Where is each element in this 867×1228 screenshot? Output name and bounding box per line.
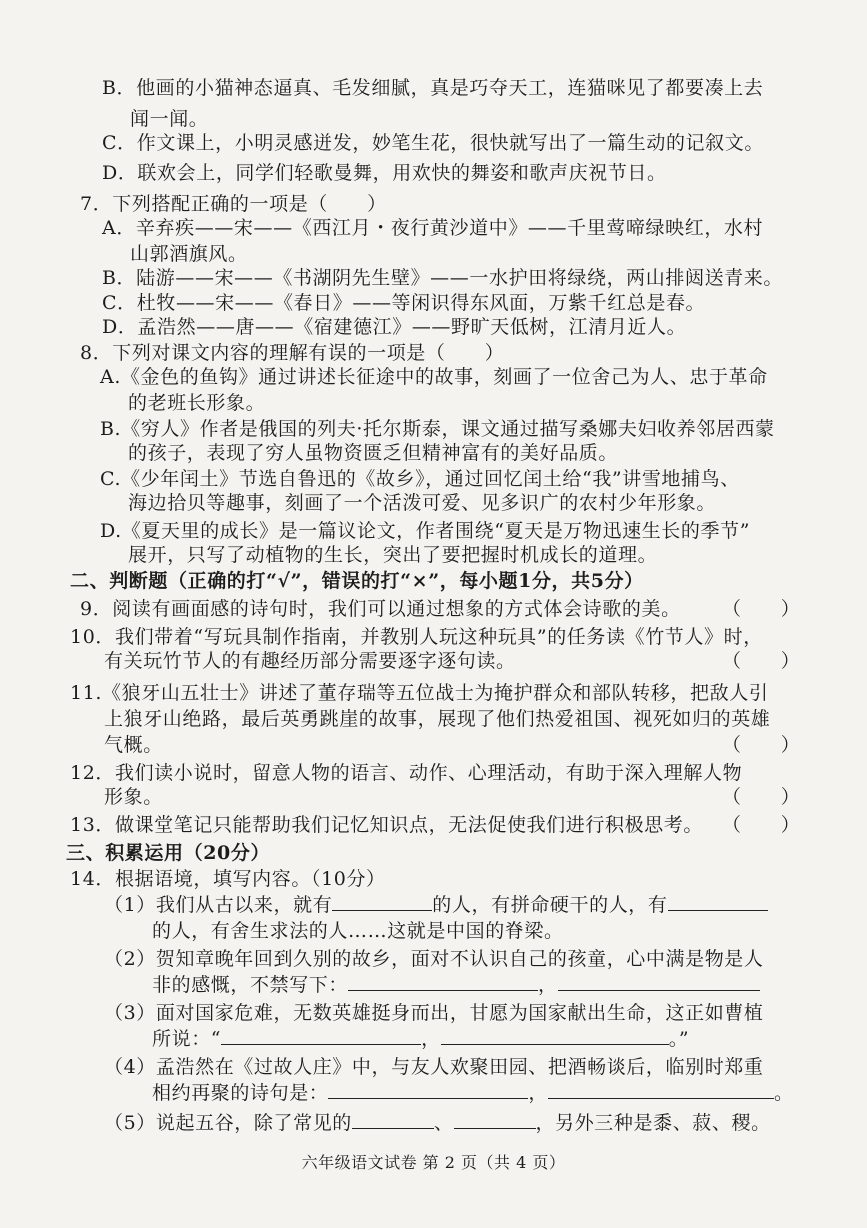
q14-3-end: 。” xyxy=(668,1028,690,1050)
q14-2-line2 xyxy=(152,972,760,998)
q14-2-line1: （2）贺知章晚年回到久别的故乡，面对不认识自己的孩童，心中满是物是人 xyxy=(104,948,764,970)
q14-3-sep: ， xyxy=(421,1028,441,1050)
q14-4-sep: ， xyxy=(528,1082,549,1104)
q14-5-text-a: （5）说起五谷，除了常见的 xyxy=(104,1112,352,1134)
q14-2-text-b: 非的感慨，不禁写下： xyxy=(152,974,349,996)
q14-3-line1: （3）面对国家危难，无数英雄挺身而出，甘愿为国家献出生命，这正如曹植 xyxy=(104,1002,764,1024)
q8-stem: 8．下列对课文内容的理解有误的一项是（ ） xyxy=(80,342,505,364)
q14-5-text-b: ，另外三种是黍、菽、稷。 xyxy=(535,1112,771,1134)
q9-text: 9．阅读有画面感的诗句时，我们可以通过想象的方式体会诗歌的美。 xyxy=(80,598,681,620)
q14-2-blank-2[interactable] xyxy=(558,972,760,991)
q9-answer-paren[interactable]: （ ） xyxy=(722,598,801,620)
q14-5-line xyxy=(104,1110,771,1136)
q14-5-blank-1[interactable] xyxy=(352,1110,434,1129)
q14-5-blank-2[interactable] xyxy=(454,1110,536,1129)
q14-3-blank-1[interactable] xyxy=(221,1026,421,1045)
q8-option-c-line2: 海边拾贝等趣事，刻画了一个活泼可爱、见多识广的农村少年形象。 xyxy=(128,492,717,514)
q14-2-blank-1[interactable] xyxy=(348,972,538,991)
q8-option-a-line2: 的老班长形象。 xyxy=(128,392,266,414)
q14-1-line2: 的人，有舍生求法的人……这就是中国的脊梁。 xyxy=(152,920,564,942)
q11-answer-paren[interactable]: （ ） xyxy=(722,734,801,756)
q14-1-line1 xyxy=(104,892,768,918)
q6-option-c: C．作文课上，小明灵感迸发，妙笔生花，很快就写出了一篇生动的记叙文。 xyxy=(102,132,764,154)
q14-4-text-b: 相约再聚的诗句是： xyxy=(152,1082,329,1104)
q14-3-line2 xyxy=(152,1026,689,1052)
q8-option-b-line2: 的孩子，表现了穷人虽物资匮乏但精神富有的美好品质。 xyxy=(128,442,619,464)
q13-text: 13．做课堂笔记只能帮助我们记忆知识点，无法促使我们进行积极思考。 xyxy=(70,814,703,836)
q7-option-a-line1: A．辛弃疾——宋——《西江月・夜行黄沙道中》——千里莺啼绿映红，水村 xyxy=(102,217,764,239)
q12-text-line1: 12．我们读小说时，留意人物的语言、动作、心理活动，有助于深入理解人物 xyxy=(70,762,743,784)
section2-heading: 二、判断题（正确的打“√”，错误的打“×”，每小题1分，共5分） xyxy=(70,570,644,592)
q10-text-line1: 10．我们带着“写玩具制作指南，并教别人玩这种玩具”的任务读《竹节人》时， xyxy=(70,626,763,648)
q14-3-text-b: 所说：“ xyxy=(152,1028,222,1050)
q11-text-line3: 气概。 xyxy=(104,734,163,756)
q7-option-b: B．陆游——宋——《书湖阴先生壁》——一水护田将绿绕，两山排闼送青来。 xyxy=(102,267,783,289)
q14-4-blank-1[interactable] xyxy=(328,1080,528,1099)
q7-option-d: D．孟浩然——唐——《宿建德江》——野旷天低树，江清月近人。 xyxy=(102,316,687,338)
q8-option-a-line1: A.《金色的鱼钩》通过讲述长征途中的故事，刻画了一位舍己为人、忠于革命 xyxy=(100,366,768,388)
q14-1-blank-2[interactable] xyxy=(668,892,768,911)
q14-4-line1: （4）孟浩然在《过故人庄》中，与友人欢聚田园、把酒畅谈后，临别时郑重 xyxy=(104,1056,764,1078)
q14-4-line2 xyxy=(152,1080,794,1106)
q14-1-text-a: （1）我们从古以来，就有 xyxy=(104,894,333,916)
section3-heading: 三、积累运用（20分） xyxy=(66,842,271,864)
q6-option-d: D．联欢会上，同学们轻歌曼舞，用欢快的舞姿和歌声庆祝节日。 xyxy=(102,162,667,184)
q8-option-c-line1: C.《少年闰土》节选自鲁迅的《故乡》，通过回忆闰土给“我”讲雪地捕鸟、 xyxy=(100,468,740,490)
q11-text-line1: 11.《狼牙山五壮士》讲述了董存瑞等五位战士为掩护群众和部队转移，把敌人引 xyxy=(70,682,769,704)
q12-text-line2: 形象。 xyxy=(104,786,163,808)
q14-4-blank-2[interactable] xyxy=(548,1080,774,1099)
q7-option-c: C．杜牧——宋——《春日》——等闲识得东风面，万紫千红总是春。 xyxy=(102,292,706,314)
q8-option-d-line1: D.《夏天里的成长》是一篇议论文，作者围绕“夏天是万物迅速生长的季节” xyxy=(100,520,751,542)
q7-option-a-line2: 山郭酒旗风。 xyxy=(130,243,248,265)
q10-text-line2: 有关玩竹节人的有趣经历部分需要逐字逐句读。 xyxy=(104,650,516,672)
q11-text-line2: 上狼牙山绝路，最后英勇跳崖的故事，展现了他们热爱祖国、视死如归的英雄 xyxy=(104,708,771,730)
q13-answer-paren[interactable]: （ ） xyxy=(722,814,801,836)
q14-5-sep: 、 xyxy=(433,1112,454,1134)
q7-stem: 7．下列搭配正确的一项是（ ） xyxy=(80,193,387,215)
q14-1-text-b: 的人，有拼命硬干的人，有 xyxy=(432,894,668,916)
page-footer: 六年级语文试卷 第 2 页（共 4 页） xyxy=(301,1153,566,1172)
q10-answer-paren[interactable]: （ ） xyxy=(722,650,801,672)
q12-answer-paren[interactable]: （ ） xyxy=(722,786,801,808)
q8-option-d-line2: 展开，只写了动植物的生长，突出了要把握时机成长的道理。 xyxy=(128,544,658,566)
q14-4-end: 。 xyxy=(774,1082,794,1104)
q14-3-blank-2[interactable] xyxy=(441,1026,669,1045)
q14-2-sep: ， xyxy=(538,974,558,996)
q6-option-b-line1: B．他画的小猫神态逼真、毛发细腻，真是巧夺天工，连猫咪见了都要凑上去 xyxy=(102,77,764,99)
q8-option-b-line1: B.《穷人》作者是俄国的列夫·托尔斯泰，课文通过描写桑娜夫妇收养邻居西蒙 xyxy=(100,418,775,440)
q14-stem: 14．根据语境，填写内容。（10分） xyxy=(70,868,386,890)
q14-1-blank-1[interactable] xyxy=(332,892,432,911)
q6-option-b-line2: 闻一闻。 xyxy=(130,108,209,130)
